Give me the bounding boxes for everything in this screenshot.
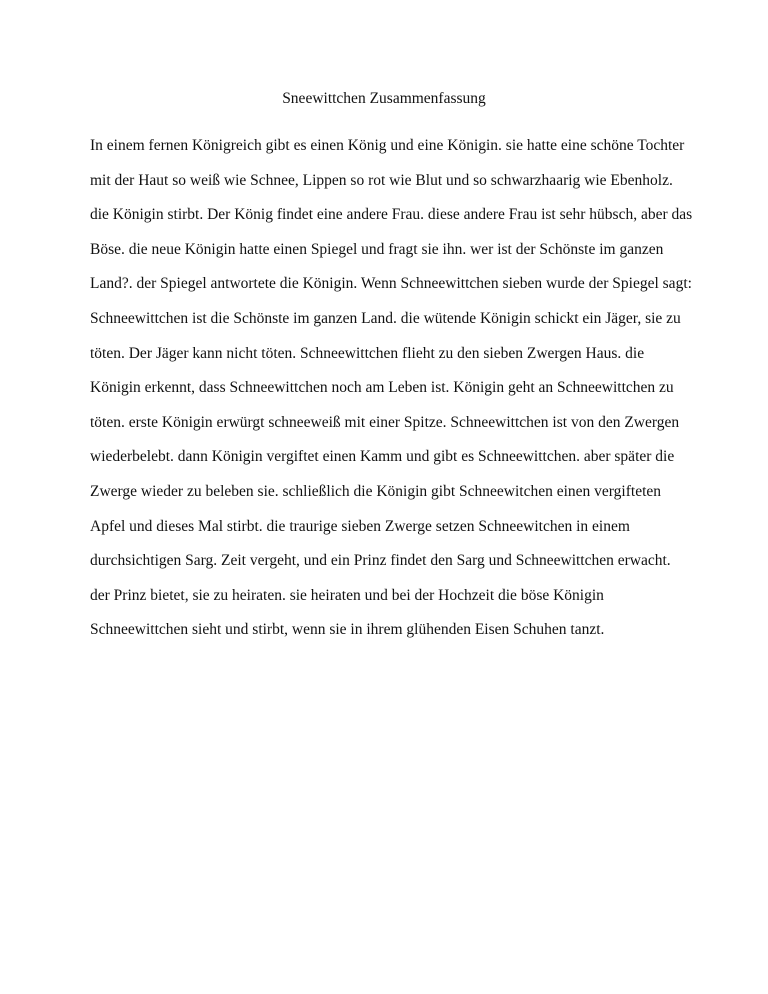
- text-line: wiederbelebt. dann Königin vergiftet einen Kamm und gibt es Schneewittchen. aber später die: [90, 448, 675, 466]
- text-line: Apfel und dieses Mal stirbt. die traurige sieben Zwerge setzen Schneewitchen in einem: [90, 517, 630, 535]
- text-line: die Königin stirbt. Der König findet eine andere Frau. diese andere Frau ist sehr hübsch, aber das: [90, 206, 693, 224]
- text-line: durchsichtigen Sarg. Zeit vergeht, und ein Prinz findet den Sarg und Schneewittchen erwacht.: [90, 552, 671, 570]
- text-line: der Prinz bietet, sie zu heiraten. sie heiraten und bei der Hochzeit die böse Königin: [90, 586, 604, 604]
- text-line: Schneewittchen sieht und stirbt, wenn sie in ihrem glühenden Eisen Schuhen tanzt.: [90, 621, 605, 639]
- text-line: Zwerge wieder zu beleben sie. schließlich die Königin gibt Schneewitchen einen vergifteten: [90, 482, 662, 500]
- text-line: Land?. der Spiegel antwortete die Königin. Wenn Schneewittchen sieben wurde der Spiegel sagt:: [90, 275, 692, 293]
- text-line: mit der Haut so weiß wie Schnee, Lippen so rot wie Blut und so schwarzhaarig wie Ebenholz.: [90, 171, 673, 189]
- document-title: Sneewittchen Zusammenfassung: [282, 90, 486, 107]
- text-line: Königin erkennt, dass Schneewittchen noch am Leben ist. Königin geht an Schneewittchen zu: [90, 379, 674, 397]
- text-line: töten. erste Königin erwürgt schneeweiß mit einer Spitze. Schneewittchen ist von den Zwergen: [90, 413, 680, 431]
- text-line: Böse. die neue Königin hatte einen Spiegel und fragt sie ihn. wer ist der Schönste im ganzen: [90, 240, 664, 258]
- document-body: [90, 134, 693, 653]
- text-line: töten. Der Jäger kann nicht töten. Schneewittchen flieht zu den sieben Zwergen Haus. die: [90, 344, 645, 362]
- text-line: Schneewittchen ist die Schönste im ganzen Land. die wütende Königin schickt ein Jäger, sie zu: [90, 309, 681, 327]
- text-line: In einem fernen Königreich gibt es einen König und eine Königin. sie hatte eine schöne Tochter: [90, 137, 685, 154]
